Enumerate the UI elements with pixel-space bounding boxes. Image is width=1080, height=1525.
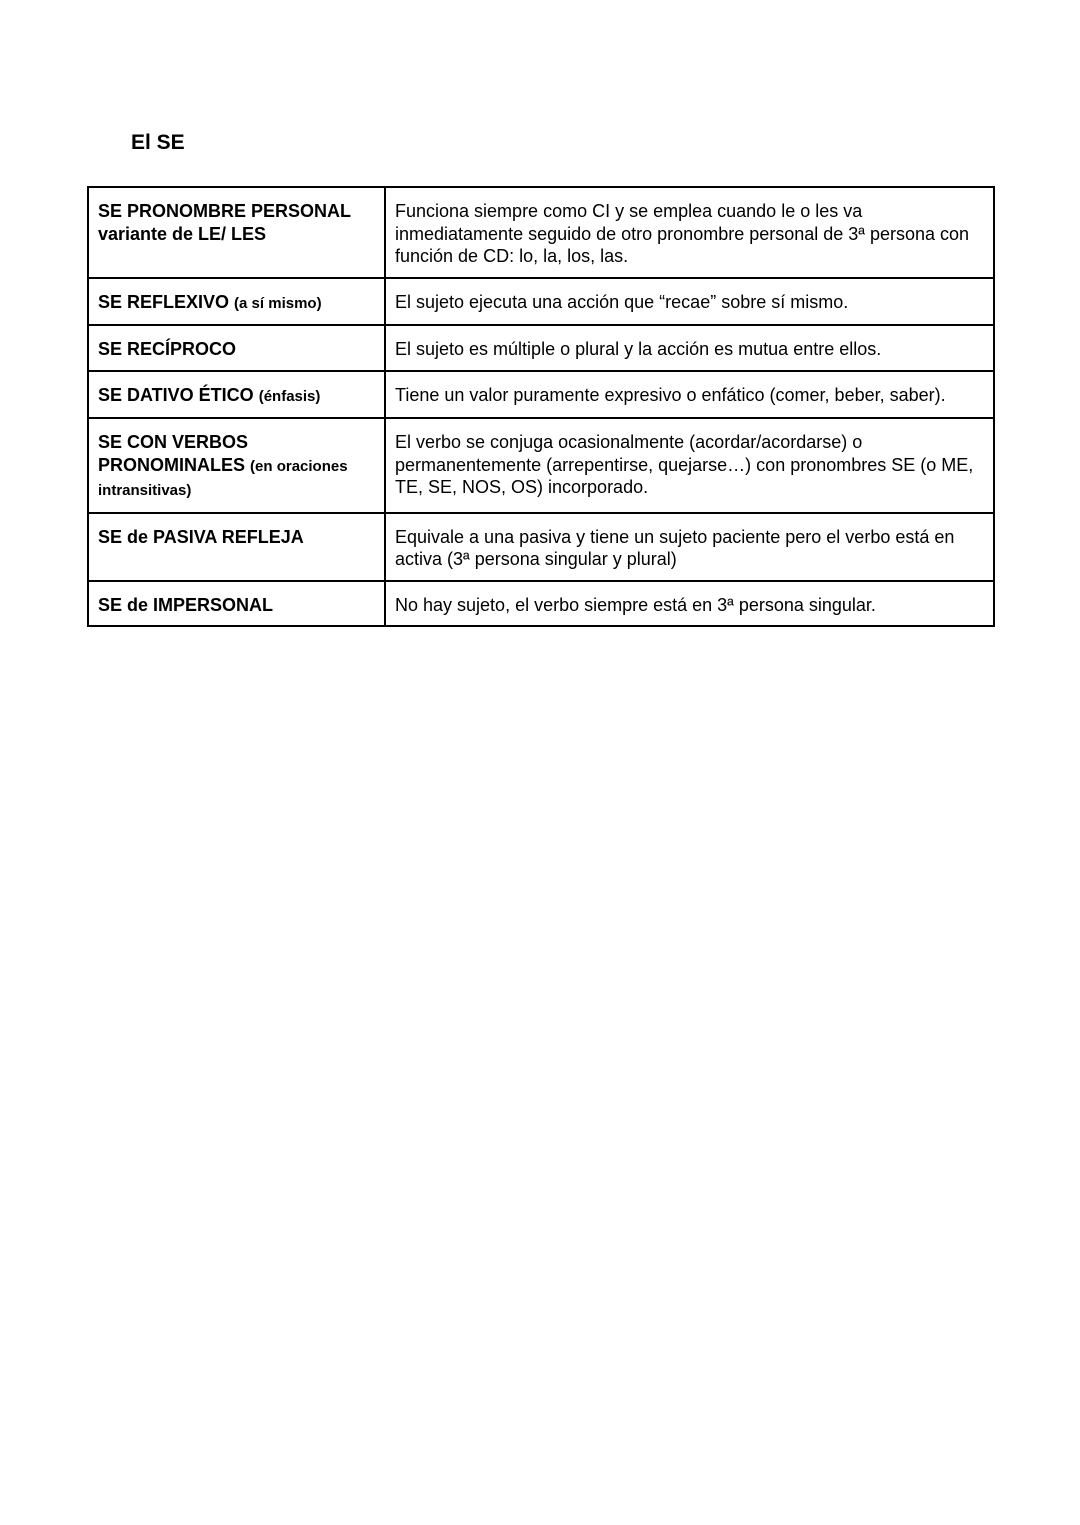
page-title: El SE (131, 131, 185, 154)
term-note: (en oraciones intransitivas) (98, 457, 348, 499)
term-cell (88, 187, 385, 278)
term-note: (a sí mismo) (234, 294, 322, 312)
definition-cell: Equivale a una pasiva y tiene un sujeto paciente pero el verbo está en activa (3ª persona singular y plural) (385, 513, 994, 581)
table-row (88, 187, 994, 278)
table-row (88, 513, 994, 581)
table-row (88, 325, 994, 371)
term-cell (88, 513, 385, 581)
table-row (88, 581, 994, 627)
definition-cell: Funciona siempre como CI y se emplea cuando le o les va inmediatamente seguido de otro pronombre personal de 3ª persona con función de CD: lo, la, los, las. (385, 187, 994, 278)
table-row (88, 371, 994, 419)
se-types-table (87, 186, 995, 627)
term-cell (88, 418, 385, 513)
table-row (88, 278, 994, 326)
term-cell (88, 278, 385, 326)
term-cell (88, 325, 385, 371)
term-label: SE DATIVO ÉTICO (98, 384, 254, 405)
term-label: SE RECÍPROCO (98, 339, 237, 359)
term-label: SE CON VERBOS PRONOMINALES (98, 432, 249, 475)
term-label: SE de IMPERSONAL (98, 594, 274, 615)
term-label: SE PRONOMBRE PERSONAL variante de LE/ LES (98, 201, 351, 244)
term-cell (88, 581, 385, 627)
term-note: (énfasis) (258, 387, 321, 405)
definition-cell: No hay sujeto, el verbo siempre está en 3ª persona singular. (385, 581, 994, 627)
definition-cell: El sujeto es múltiple o plural y la acción es mutua entre ellos. (385, 325, 994, 371)
term-label: SE de PASIVA REFLEJA (98, 526, 304, 547)
definition-cell: Tiene un valor puramente expresivo o enfático (comer, beber, saber). (385, 371, 994, 419)
term-label: SE REFLEXIVO (98, 291, 230, 312)
table-row (88, 418, 994, 513)
term-cell (88, 371, 385, 419)
definition-cell: El verbo se conjuga ocasionalmente (acordar/acordarse) o permanentemente (arrepentirse, quejarse…) con pronombres SE (o ME, TE, SE, NOS, OS) incorporado. (385, 418, 994, 513)
definition-cell: El sujeto ejecuta una acción que “recae” sobre sí mismo. (385, 278, 994, 326)
